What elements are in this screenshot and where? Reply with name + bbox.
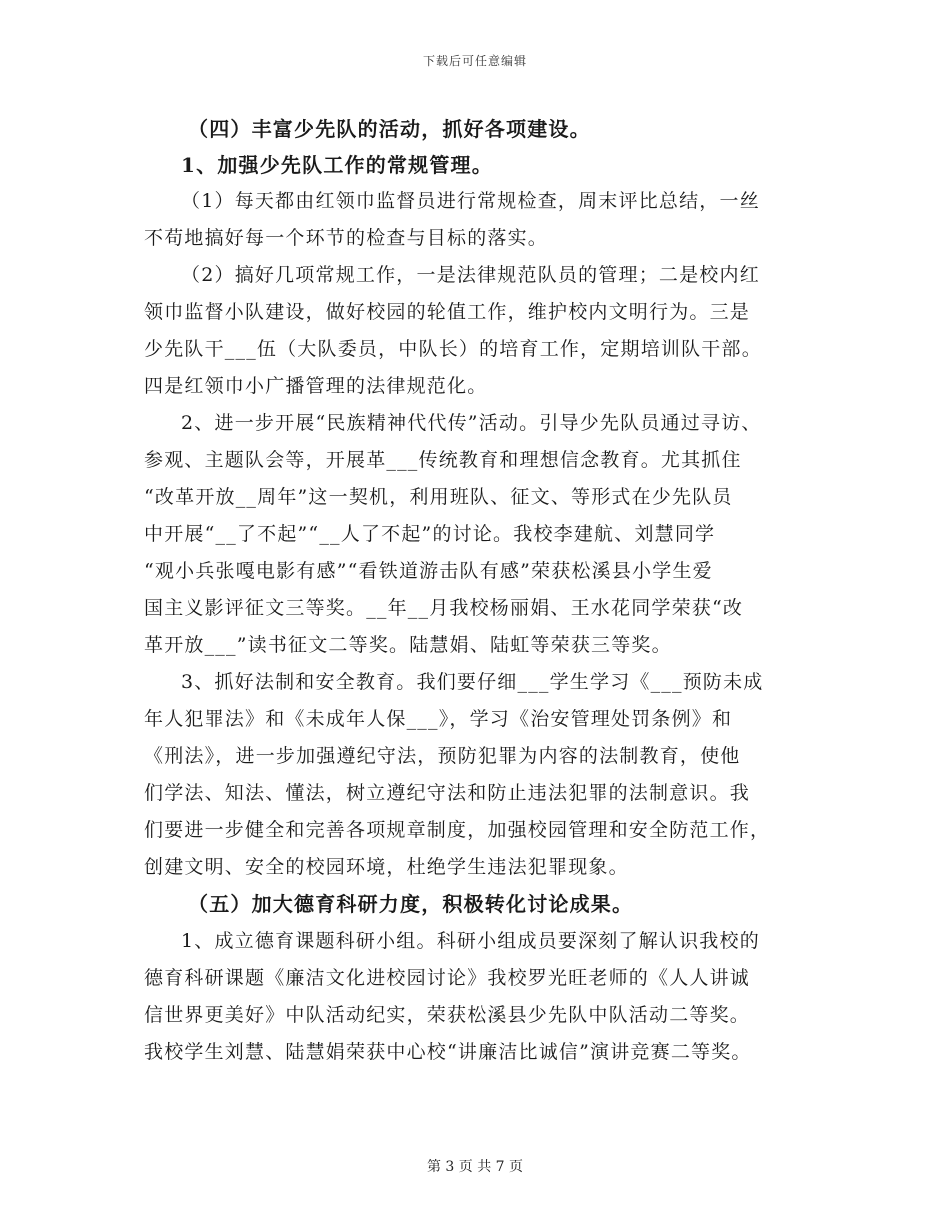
paragraph-line: 中开展“__了不起”“__人了不起”的讨论。我校李建航、刘慧同学 <box>144 523 716 545</box>
paragraph-line: 创建文明、安全的校园环境，杜绝学生违法犯罪现象。 <box>144 856 629 878</box>
paragraph-line: 德育科研课题《廉洁文化进校园讨论》我校罗光旺老师的《人人讲诚 <box>144 967 751 989</box>
page-footer: 第 3 页 共 7 页 <box>426 1159 524 1175</box>
paragraph-line: “观小兵张嘎电影有感”“看铁道游击队有感”荣获松溪县小学生爱 <box>144 560 713 582</box>
paragraph-line: 革开放___”读书征文二等奖。陆慧娟、陆虹等荣获三等奖。 <box>144 634 672 656</box>
paragraph-line: 我校学生刘慧、陆慧娟荣获中心校“讲廉洁比诚信”演讲竞赛二等奖。 <box>144 1041 752 1063</box>
paragraph-line: 四是红领巾小广播管理的法律规范化。 <box>144 375 488 397</box>
paragraph-line: （2）搞好几项常规工作，一是法律规范队员的管理；二是校内红 <box>181 264 760 286</box>
paragraph-line: 1、成立德育课题科研小组。科研小组成员要深刻了解认识我校的 <box>181 930 760 952</box>
paragraph-line: 2、进一步开展“民族精神代代传”活动。引导少先队员通过寻访、 <box>181 412 762 434</box>
paragraph-line: 领巾监督小队建设，做好校园的轮值工作，维护校内文明行为。三是 <box>144 301 751 323</box>
subsection-heading-1: 1、加强少先队工作的常规管理。 <box>181 153 493 177</box>
paragraph-line: （1）每天都由红领巾监督员进行常规检查，周末评比总结，一丝 <box>181 190 760 212</box>
paragraph-line: 3、抓好法制和安全教育。我们要仔细___学生学习《___预防未成 <box>181 671 764 693</box>
paragraph-line: 信世界更美好》中队活动纪实，荣获松溪县少先队中队活动二等奖。 <box>144 1004 751 1026</box>
paragraph-line: “改革开放__周年”这一契机，利用班队、征文、等形式在少先队员 <box>144 486 733 508</box>
paragraph-line: 年人犯罪法》和《未成年人保___》，学习《治安管理处罚条例》和 <box>144 708 733 730</box>
paragraph-line: 《刑法》，进一步加强遵纪守法，预防犯罪为内容的法制教育，使他 <box>144 745 741 767</box>
paragraph-line: 少先队干___伍（大队委员，中队长）的培育工作，定期培训队干部。 <box>144 338 762 360</box>
section-heading-4: （四）丰富少先队的活动，抓好各项建设。 <box>188 117 591 141</box>
paragraph-line: 国主义影评征文三等奖。__年__月我校杨丽娟、王水花同学荣获“改 <box>144 597 744 619</box>
section-heading-5: （五）加大德育科研力度，积极转化讨论成果。 <box>188 892 634 916</box>
paragraph-line: 参观、主题队会等，开展革___传统教育和理想信念教育。尤其抓住 <box>144 449 742 471</box>
page-header: 下载后可任意编辑 <box>422 54 527 68</box>
paragraph-line: 们学法、知法、懂法，树立遵纪守法和防止违法犯罪的法制意识。我 <box>144 782 751 804</box>
paragraph-line: 们要进一步健全和完善各项规章制度，加强校园管理和安全防范工作， <box>144 819 771 841</box>
paragraph-line: 不苟地搞好每一个环节的检查与目标的落实。 <box>144 227 549 249</box>
